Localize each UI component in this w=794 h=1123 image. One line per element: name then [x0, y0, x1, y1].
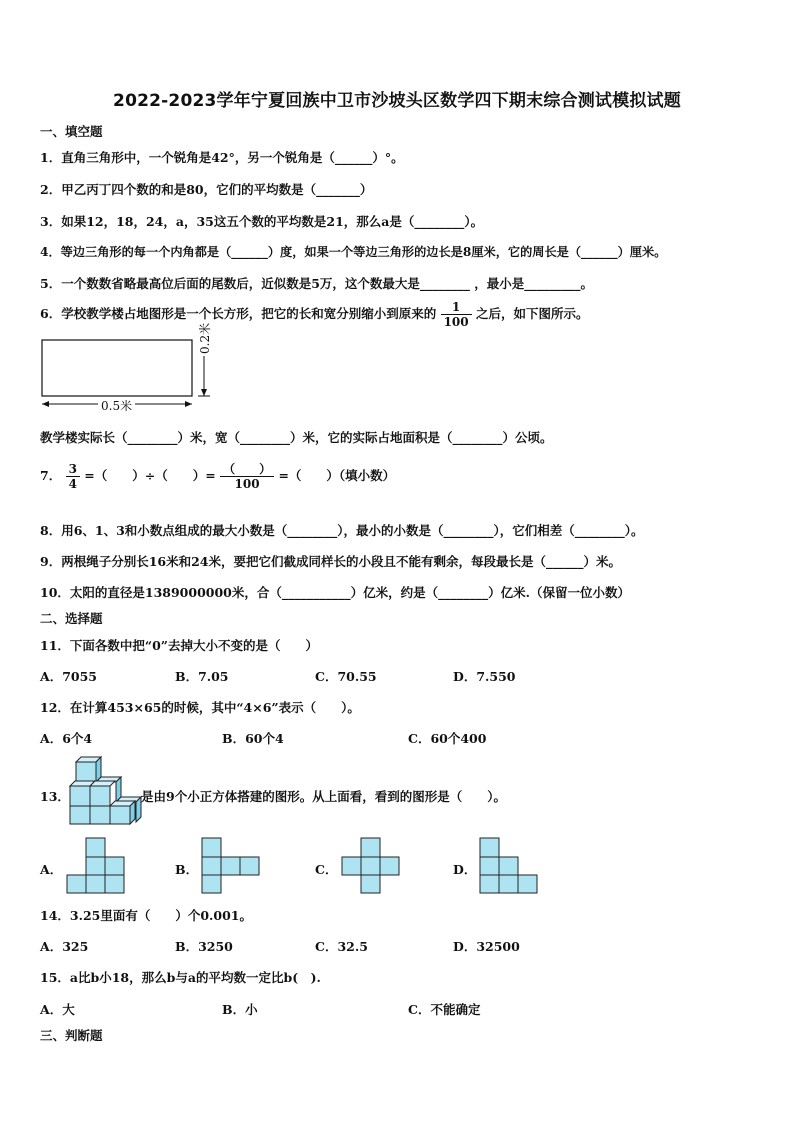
- q11-option-b: B．7.05: [175, 669, 229, 684]
- question-9: 9．两根绳子分别长16米和24米，要把它们截成同样长的小段且不能有剩余，每段最长是（______）米。: [40, 554, 621, 569]
- question-7-end: =（ ）（填小数）: [278, 468, 396, 483]
- fraction-numerator: 1: [441, 300, 472, 315]
- q12-option-b: B．60个4: [222, 731, 284, 746]
- question-1: 1．直角三角形中，一个锐角是42°，另一个锐角是（______）°。: [40, 150, 404, 165]
- q15-option-a: A．大: [40, 1002, 75, 1017]
- question-4: 4．等边三角形的每一个内角都是（______）度，如果一个等边三角形的边长是8厘米，它的周长是（______）厘米。: [40, 245, 667, 259]
- q13-option-a-figure: [67, 837, 127, 895]
- fraction-numerator: 3: [66, 462, 80, 477]
- question-6-text-after: 之后，如下图所示。: [475, 306, 589, 321]
- question-6-blanks: 教学楼实际长（________）米，宽（________）米，它的实际占地面积是（________）公顷。: [40, 430, 553, 445]
- q13-option-c-figure: [342, 837, 402, 895]
- fraction-denominator: 4: [68, 477, 77, 491]
- question-5: 5．一个数数省略最高位后面的尾数后，近似数是5万，这个数最大是________ ，最小是_________。: [40, 276, 593, 291]
- q13-option-c-label: C．: [315, 862, 338, 877]
- question-13: 是由9个小正方体搭建的图形。从上面看，看到的图形是（ ）。: [141, 789, 506, 804]
- q14-option-c: C．32.5: [315, 939, 368, 954]
- question-15: 15．a比b小18，那么b与a的平均数一定比b( ).: [40, 970, 321, 985]
- question-6-text: 6．学校教学楼占地图形是一个长方形，把它的长和宽分别缩小到原来的: [40, 306, 437, 321]
- q14-option-a: A．325: [40, 939, 89, 954]
- question-12: 12．在计算453×65的时候，其中“4×6”表示（ ）。: [40, 700, 360, 715]
- question-7: [40, 462, 395, 491]
- page-title: 2022-2023学年宁夏回族中卫市沙坡头区数学四下期末综合测试模拟试题: [113, 91, 681, 111]
- fraction-numerator: （ ）: [220, 462, 274, 477]
- q15-option-c: C．不能确定: [408, 1002, 481, 1017]
- question-7-middle: =（ ）÷（ ）=: [84, 468, 216, 483]
- question-8: 8．用6、1、3和小数点组成的最大小数是（________），最小的小数是（________），它们相差（________）。: [40, 523, 644, 538]
- q13-option-d-figure: [480, 837, 540, 895]
- question-7-fraction-1: [66, 462, 80, 491]
- q13-option-b-label: B．: [175, 862, 199, 877]
- question-3: 3．如果12，18，24，a，35这五个数的平均数是21，那么a是（________）。: [40, 214, 484, 229]
- q14-option-d: D．32500: [453, 939, 520, 954]
- question-6-fraction: [441, 300, 472, 329]
- question-11: 11．下面各数中把“0”去掉大小不变的是（ ）: [40, 638, 318, 653]
- question-2: 2．甲乙丙丁四个数的和是80，它们的平均数是（_______）: [40, 182, 373, 197]
- fraction-denominator: 100: [443, 315, 469, 329]
- question-6: [40, 300, 589, 329]
- q12-option-c: C．60个400: [408, 731, 487, 746]
- section-heading-fill-blank: 一、填空题: [40, 124, 103, 139]
- q14-option-b: B．3250: [175, 939, 233, 954]
- question-7-fraction-2: [220, 462, 274, 491]
- section-heading-judgement: 三、判断题: [40, 1028, 103, 1043]
- cube-stack-figure: [68, 760, 142, 826]
- q13-option-a-label: A．: [40, 862, 63, 877]
- question-7-label: 7．: [40, 468, 62, 483]
- width-label: 0.2米: [198, 322, 212, 354]
- q11-option-c: C．70.55: [315, 669, 377, 684]
- q13-option-b-figure: [202, 837, 262, 895]
- fraction-denominator: 100: [234, 477, 260, 491]
- q15-option-b: B．小: [222, 1002, 258, 1017]
- q11-option-d: D．7.550: [453, 669, 516, 684]
- question-13-label: 13．: [40, 789, 70, 804]
- section-heading-choice: 二、选择题: [40, 611, 103, 626]
- q13-option-d-label: D．: [453, 862, 477, 877]
- length-label: 0.5米: [98, 397, 135, 414]
- question-10: 10．太阳的直径是1389000000米，合（___________）亿米，约是（________）亿米.（保留一位小数）: [40, 585, 630, 600]
- q11-option-a: A．7055: [40, 669, 97, 684]
- q12-option-a: A．6个4: [40, 731, 93, 746]
- question-14: 14．3.25里面有（ ）个0.001。: [40, 908, 252, 923]
